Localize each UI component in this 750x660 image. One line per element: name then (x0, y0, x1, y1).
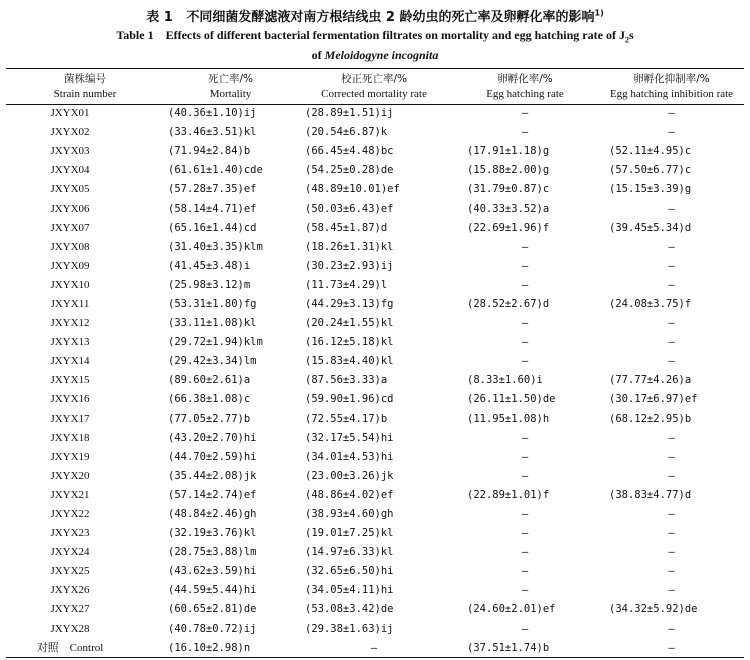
cell-strain: JXYX04 (50, 164, 90, 177)
cell-hatch: — (521, 527, 529, 540)
cell-strain: JXYX19 (50, 450, 90, 463)
cell-corrected: (28.89±1.51)ij (305, 107, 394, 120)
table-caption-species: Meloidogyne incognita (324, 48, 439, 62)
table-row (6, 486, 744, 505)
table-header-row (6, 69, 744, 104)
table-title-cn (0, 6, 750, 25)
cell-inhibit: (68.12±2.95)b (609, 412, 692, 425)
cell-inhibit: (24.08±3.75)f (609, 297, 692, 310)
table-row (6, 639, 744, 658)
cell-strain: 对照 Control (36, 641, 104, 654)
cell-inhibit: — (668, 527, 675, 540)
table-row (6, 295, 744, 314)
cell-inhibit: (39.45±5.34)d (609, 221, 692, 234)
cell-hatch: — (521, 508, 529, 521)
cell-inhibit: (30.17±6.97)ef (609, 393, 698, 406)
col-header-strain: 菌株编号 Strain number (53, 72, 117, 100)
cell-corrected: (59.90±1.96)cd (305, 393, 394, 406)
table-title-en (0, 28, 750, 44)
table-body (6, 104, 744, 658)
cell-hatch: — (521, 450, 529, 463)
cell-strain: JXYX20 (50, 469, 90, 482)
table-caption-cn: 不同细菌发酵滤液对南方根结线虫 2 龄幼虫的死亡率及卵孵化率的影响 (186, 10, 595, 25)
cell-inhibit: — (668, 431, 675, 444)
cell-inhibit: — (668, 565, 675, 578)
cell-corrected: (30.23±2.93)ij (305, 259, 394, 272)
cell-strain: JXYX03 (50, 145, 90, 158)
cell-corrected: (20.54±6.87)k (305, 126, 388, 139)
cell-hatch: — (521, 431, 529, 444)
cell-corrected: (19.01±7.25)kl (305, 527, 394, 540)
cell-hatch: — (521, 622, 529, 635)
cell-corrected: (58.45±1.87)d (305, 221, 388, 234)
cell-inhibit: — (668, 508, 675, 521)
cell-hatch: — (521, 336, 529, 349)
cell-hatch: — (521, 584, 529, 597)
cell-inhibit: — (668, 584, 675, 597)
cell-mortality: (35.44±2.08)jk (168, 469, 257, 482)
table-row (6, 429, 744, 448)
cell-strain: JXYX11 (50, 297, 90, 310)
cell-mortality: (48.84±2.46)gh (168, 508, 257, 521)
cell-hatch: — (521, 355, 529, 368)
table-number-en: Table 1 (116, 28, 154, 42)
cell-inhibit: — (668, 259, 675, 272)
col-header-hatch: 卵孵化率/% Egg hatching rate (486, 72, 564, 100)
cell-mortality: (41.45±3.48)i (168, 259, 251, 272)
cell-corrected: (18.26±1.31)kl (305, 240, 394, 253)
cell-corrected: (20.24±1.55)kl (305, 317, 394, 330)
cell-corrected: (87.56±3.33)a (305, 374, 388, 387)
cell-mortality: (40.36±1.10)ij (168, 107, 257, 120)
table-row (6, 410, 744, 429)
table-footnote-mark: 1) (594, 8, 604, 18)
table-caption-tail: s (628, 28, 634, 42)
cell-hatch: (37.51±1.74)b (467, 641, 550, 654)
cell-corrected: (38.93±4.60)gh (305, 508, 394, 521)
table-row (6, 161, 744, 180)
cell-inhibit: — (668, 126, 675, 139)
cell-mortality: (29.42±3.34)lm (168, 355, 257, 368)
table-title-en-line2 (0, 48, 750, 63)
cell-hatch: (22.69±1.96)f (467, 221, 550, 234)
cell-hatch: — (521, 259, 529, 272)
cell-inhibit: — (668, 546, 675, 559)
table-row (6, 600, 744, 619)
table-row (6, 276, 744, 295)
cell-hatch: (11.95±1.08)h (467, 412, 550, 425)
table-row (6, 620, 744, 639)
cell-inhibit: (34.32±5.92)de (609, 603, 698, 616)
cell-hatch: (26.11±1.50)de (467, 393, 556, 406)
cell-hatch: (15.88±2.00)g (467, 164, 550, 177)
cell-inhibit: (77.77±4.26)a (609, 374, 692, 387)
table-row (6, 219, 744, 238)
cell-corrected: (54.25±0.28)de (305, 164, 394, 177)
cell-strain: JXYX07 (50, 221, 90, 234)
cell-strain: JXYX17 (50, 412, 90, 425)
cell-inhibit: — (668, 450, 675, 463)
cell-mortality: (44.59±5.44)hi (168, 584, 257, 597)
cell-strain: JXYX26 (50, 584, 90, 597)
cell-strain: JXYX12 (50, 317, 90, 330)
cell-strain: JXYX24 (50, 546, 90, 559)
table-caption-subscript: 2 (624, 35, 629, 45)
cell-strain: JXYX28 (50, 622, 90, 635)
cell-mortality: (32.19±3.76)kl (168, 527, 257, 540)
cell-corrected: (29.38±1.63)ij (305, 622, 394, 635)
cell-corrected: (23.00±3.26)jk (305, 469, 394, 482)
cell-corrected: (32.65±6.50)hi (305, 565, 394, 578)
cell-mortality: (28.75±3.88)lm (168, 546, 257, 559)
cell-corrected: (15.83±4.40)kl (305, 355, 394, 368)
table-caption-of: of (311, 48, 322, 62)
table-row (6, 467, 744, 486)
cell-hatch: — (521, 565, 529, 578)
cell-hatch: (31.79±0.87)c (467, 183, 550, 196)
cell-corrected: (72.55±4.17)b (305, 412, 388, 425)
cell-strain: JXYX02 (50, 126, 90, 139)
cell-mortality: (53.31±1.80)fg (168, 297, 257, 310)
cell-strain: JXYX16 (50, 393, 90, 406)
cell-mortality: (44.70±2.59)hi (168, 450, 257, 463)
cell-inhibit: (52.11±4.95)c (609, 145, 692, 158)
table-row (6, 562, 744, 581)
cell-mortality: (71.94±2.84)b (168, 145, 251, 158)
cell-inhibit: — (668, 622, 675, 635)
cell-hatch: (40.33±3.52)a (467, 202, 550, 215)
cell-mortality: (57.14±2.74)ef (168, 488, 257, 501)
cell-inhibit: — (668, 278, 675, 291)
cell-inhibit: — (668, 107, 675, 120)
cell-corrected: (32.17±5.54)hi (305, 431, 394, 444)
cell-mortality: (40.78±0.72)ij (168, 622, 257, 635)
cell-inhibit: — (668, 469, 675, 482)
cell-mortality: (43.20±2.70)hi (168, 431, 257, 444)
cell-corrected: (44.29±3.13)fg (305, 297, 394, 310)
cell-mortality: (89.60±2.61)a (168, 374, 251, 387)
cell-inhibit: — (668, 317, 675, 330)
cell-strain: JXYX22 (50, 508, 90, 521)
cell-hatch: — (521, 469, 529, 482)
cell-hatch: (24.60±2.01)ef (467, 603, 556, 616)
col-header-mortality: 死亡率/% Mortality (207, 72, 253, 100)
cell-hatch: (28.52±2.67)d (467, 297, 550, 310)
table-row (6, 524, 744, 543)
cell-strain: JXYX18 (50, 431, 90, 444)
col-header-corrected: 校正死亡率/% Corrected mortality rate (321, 72, 427, 100)
cell-mortality: (58.14±4.71)ef (168, 202, 257, 215)
cell-corrected: — (370, 641, 378, 654)
cell-inhibit: — (668, 336, 675, 349)
table-row (6, 390, 744, 409)
table-row (6, 104, 744, 123)
cell-strain: JXYX05 (50, 183, 90, 196)
cell-mortality: (43.62±3.59)hi (168, 565, 257, 578)
cell-hatch: (17.91±1.18)g (467, 145, 550, 158)
table-row (6, 142, 744, 161)
table-row (6, 314, 744, 333)
cell-hatch: (8.33±1.60)i (467, 374, 543, 387)
cell-corrected: (53.08±3.42)de (305, 603, 394, 616)
cell-corrected: (50.03±6.43)ef (305, 202, 394, 215)
cell-strain: JXYX21 (50, 488, 90, 501)
table-row (6, 505, 744, 524)
cell-corrected: (16.12±5.18)kl (305, 336, 394, 349)
cell-inhibit: (38.83±4.77)d (609, 488, 692, 501)
cell-inhibit: — (668, 355, 675, 368)
cell-inhibit: — (668, 202, 675, 215)
cell-mortality: (33.11±1.08)kl (168, 317, 257, 330)
cell-mortality: (66.38±1.08)c (168, 393, 251, 406)
table-caption-en: Effects of different bacterial fermentation filtrates on mortality and egg hatching rate of J (165, 28, 625, 42)
cell-mortality: (77.05±2.77)b (168, 412, 251, 425)
col-header-inhibit: 卵孵化抑制率/% Egg hatching inhibition rate (609, 72, 734, 100)
table-row (6, 333, 744, 352)
cell-corrected: (66.45±4.48)bc (305, 145, 394, 158)
cell-strain: JXYX10 (50, 278, 90, 291)
cell-strain: JXYX06 (50, 202, 90, 215)
cell-inhibit: (15.15±3.39)g (609, 183, 692, 196)
table-row (6, 180, 744, 199)
cell-hatch: — (521, 240, 529, 253)
cell-corrected: (11.73±4.29)l (305, 278, 388, 291)
cell-mortality: (33.46±3.51)kl (168, 126, 257, 139)
table-row (6, 543, 744, 562)
cell-strain: JXYX27 (50, 603, 90, 616)
cell-hatch: — (521, 546, 529, 559)
cell-inhibit: (57.50±6.77)c (609, 164, 692, 177)
cell-mortality: (25.98±3.12)m (168, 278, 251, 291)
cell-strain: JXYX15 (50, 374, 90, 387)
table-row (6, 448, 744, 467)
cell-corrected: (34.01±4.53)hi (305, 450, 394, 463)
cell-corrected: (14.97±6.33)kl (305, 546, 394, 559)
cell-hatch: — (521, 278, 529, 291)
cell-hatch: — (521, 317, 529, 330)
cell-hatch: — (521, 107, 529, 120)
cell-strain: JXYX01 (50, 107, 90, 120)
cell-strain: JXYX09 (50, 259, 90, 272)
table-row (6, 199, 744, 218)
table-row (6, 581, 744, 600)
table-row (6, 352, 744, 371)
cell-hatch: (22.89±1.01)f (467, 488, 550, 501)
table-row (6, 257, 744, 276)
cell-strain: JXYX13 (50, 336, 90, 349)
cell-corrected: (34.05±4.11)hi (305, 584, 394, 597)
cell-mortality: (60.65±2.81)de (168, 603, 257, 616)
cell-corrected: (48.86±4.02)ef (305, 488, 394, 501)
cell-strain: JXYX23 (50, 527, 90, 540)
cell-mortality: (61.61±1.40)cde (168, 164, 263, 177)
cell-strain: JXYX14 (50, 355, 90, 368)
table-row (6, 238, 744, 257)
cell-mortality: (29.72±1.94)klm (168, 336, 263, 349)
cell-mortality: (16.10±2.98)n (168, 641, 251, 654)
table-row (6, 371, 744, 390)
cell-inhibit: — (668, 240, 675, 253)
cell-strain: JXYX08 (50, 240, 90, 253)
results-table (6, 69, 744, 658)
cell-mortality: (57.28±7.35)ef (168, 183, 257, 196)
cell-inhibit: — (668, 641, 675, 654)
table-row (6, 123, 744, 142)
cell-strain: JXYX25 (50, 565, 90, 578)
table-number-cn: 表 1 (146, 10, 173, 25)
cell-mortality: (65.16±1.44)cd (168, 221, 257, 234)
cell-corrected: (48.89±10.01)ef (305, 183, 400, 196)
cell-mortality: (31.40±3.35)klm (168, 240, 263, 253)
cell-hatch: — (521, 126, 529, 139)
